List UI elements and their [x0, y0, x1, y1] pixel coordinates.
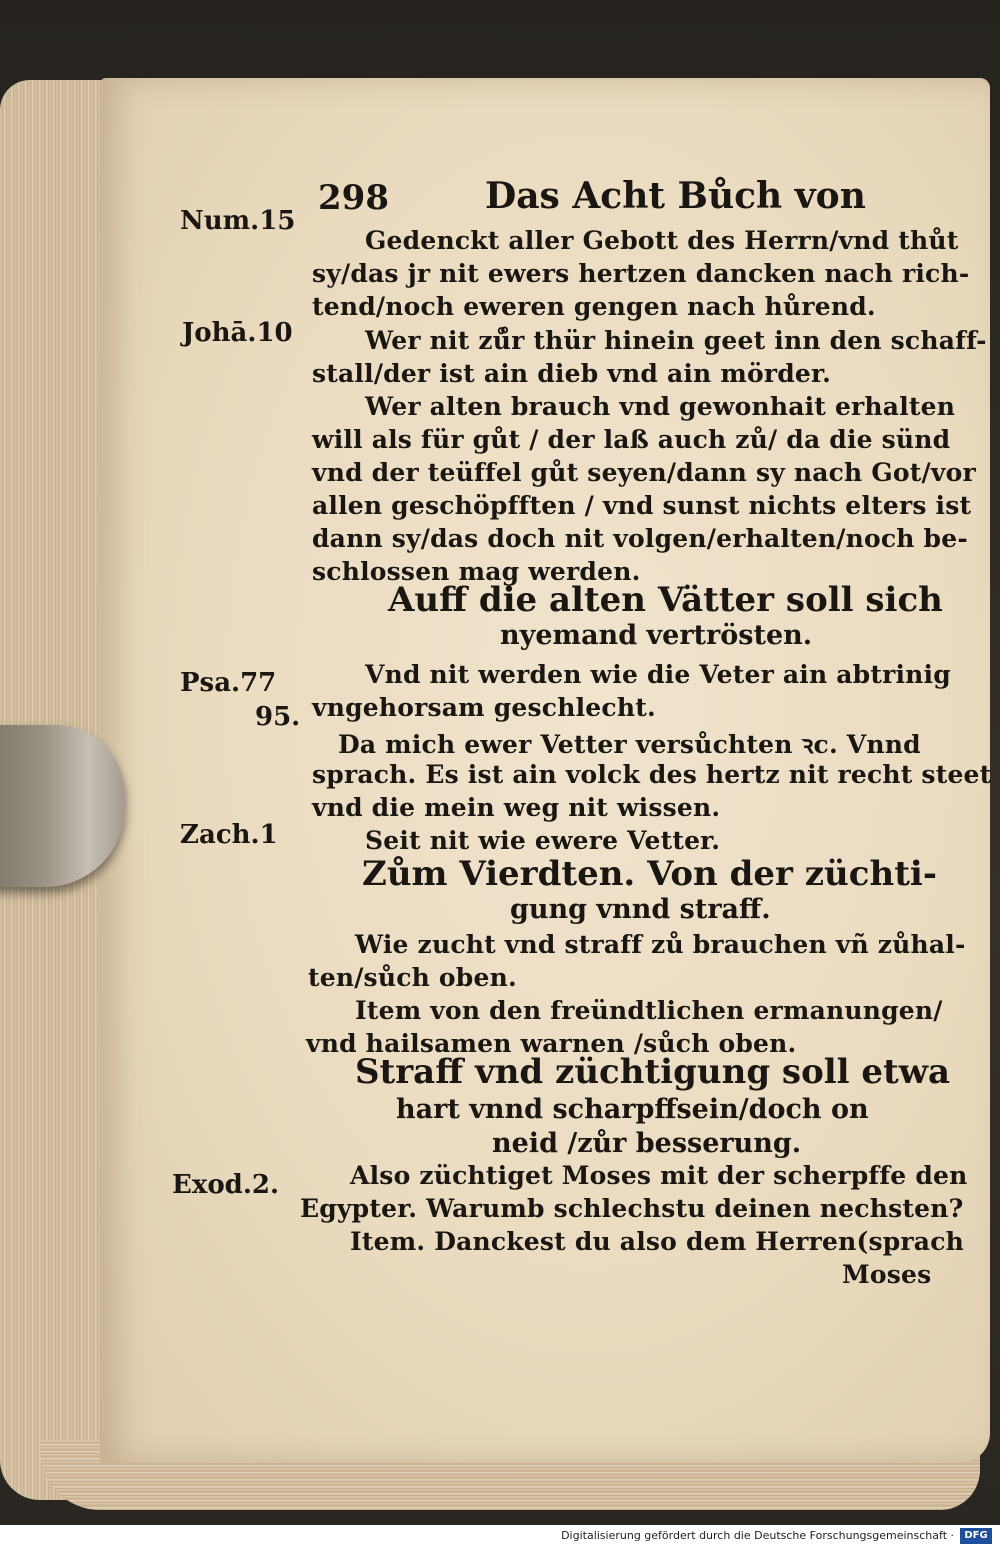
- text-line: Seit nit wie ewere Vetter.: [365, 826, 721, 855]
- text-line: vnd der teüffel gůt seyen/dann sy nach Got/vor: [312, 458, 976, 487]
- section-subheading: gung vnnd straff.: [510, 894, 771, 925]
- text-line: stall/der ist ain dieb vnd ain mörder.: [312, 359, 832, 388]
- text-line: Wer nit zů̊r thür hinein geet inn den schaff-: [365, 326, 987, 355]
- page-number: 298: [318, 178, 389, 218]
- section-heading: Auff die alten Vätter soll sich: [388, 580, 943, 620]
- margin-note: Johā.10: [182, 318, 293, 348]
- margin-note: Num.15: [180, 206, 296, 236]
- margin-note: Zach.1: [180, 820, 278, 850]
- text-line: will als für gůt / der laß auch zů/ da die sünd: [312, 425, 951, 454]
- text-line: sprach. Es ist ain volck des hertz nit recht steet: [312, 760, 992, 789]
- text-line: allen geschöpfften / vnd sunst nichts elters ist: [312, 491, 972, 520]
- text-line: sy/das jr nit ewers hertzen dancken nach rich-: [312, 259, 970, 288]
- section-heading: Zům Vierdten. Von der züchti-: [362, 854, 937, 894]
- text-line: vngehorsam geschlecht.: [312, 693, 656, 722]
- text-line: Da mich ewer Vetter versůchten ꝛc. Vnnd: [338, 730, 921, 759]
- section-heading: Straff vnd züchtigung soll etwa: [355, 1052, 951, 1092]
- text-line: schlossen mag werden.: [312, 557, 641, 586]
- margin-note: Exod.2.: [172, 1170, 280, 1200]
- catchword: Moses: [842, 1260, 932, 1289]
- text-line: Egypter. Warumb schlechstu deinen nechsten?: [300, 1194, 964, 1223]
- text-line: tend/noch eweren gengen nach hůrend.: [312, 292, 876, 321]
- text-line: vnd hailsamen warnen /sůch oben.: [306, 1029, 797, 1058]
- text-line: Also züchtiget Moses mit der scherpffe den: [350, 1161, 968, 1190]
- funding-notice: Digitalisierung gefördert durch die Deutsche Forschungsgemeinschaft ·: [561, 1529, 954, 1542]
- text-line: vnd die mein weg nit wissen.: [312, 793, 721, 822]
- section-subheading: hart vnnd scharpffsein/doch on: [396, 1094, 869, 1125]
- text-line: Wer alten brauch vnd gewonhait erhalten: [365, 392, 956, 421]
- running-head: Das Acht Bůch von: [485, 175, 866, 217]
- dfg-logo: DFG: [960, 1528, 992, 1544]
- margin-note: 95.: [255, 702, 301, 732]
- text-line: Gedenckt aller Gebott des Herrn/vnd thůt: [365, 226, 959, 255]
- section-subheading: neid /zůr besserung.: [492, 1128, 802, 1159]
- text-line: Item von den freündtlichen ermanungen/: [355, 996, 943, 1025]
- text-line: Wie zucht vnd straff zů brauchen vñ zůhal-: [355, 930, 966, 959]
- margin-note: Psa.77: [180, 668, 277, 698]
- text-line: Item. Danckest du also dem Herren(sprach: [350, 1227, 964, 1256]
- text-line: dann sy/das doch nit volgen/erhalten/noch be-: [312, 524, 968, 553]
- section-subheading: nyemand vertrösten.: [500, 620, 813, 651]
- text-line: ten/sůch oben.: [308, 963, 517, 992]
- footer-banner: [0, 1525, 1000, 1548]
- book-page: [100, 78, 990, 1463]
- text-line: Vnd nit werden wie die Veter ain abtrinig: [365, 660, 951, 689]
